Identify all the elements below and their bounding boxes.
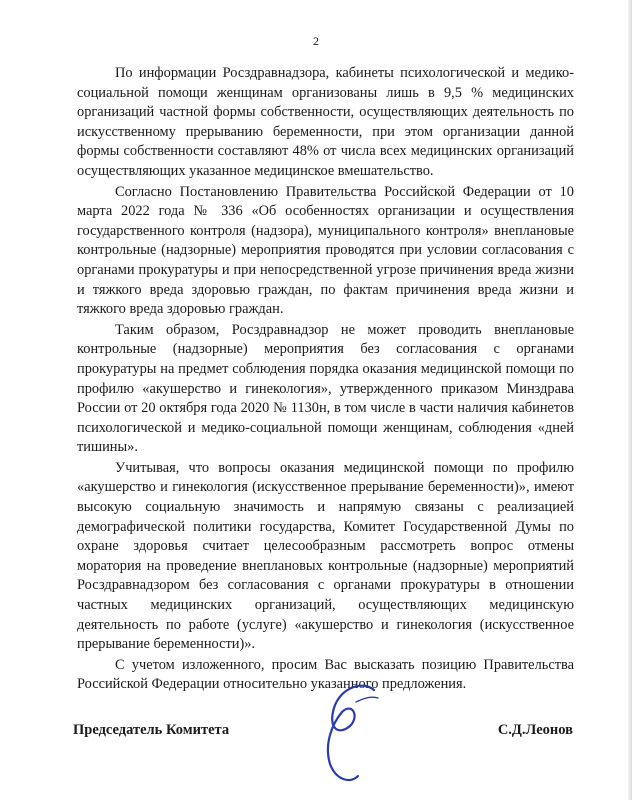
handwritten-signature [312, 672, 392, 792]
signer-name: С.Д.Леонов [497, 722, 573, 738]
paragraph-inspection-statistics: По информации Росздравнадзора, кабинеты психологической и медико-социальной помощи женщинам организованы лишь в 9,5 % медицинских организаций частной формы собственности, осуществляющих деятельность по искусственному прерыванию беременности, при этом организации данной формы собственности составляют 48% от числа всех медицинских организаций осуществляющих указанное медицинское вмешательство. [77, 65, 574, 179]
letter-body [77, 64, 574, 695]
paragraph-request: С учетом изложенного, просим Вас высказать позицию Правительства Российской Федерации относительно указанного предложения. [77, 656, 574, 693]
page-edge-shadow [628, 0, 632, 800]
paragraph-government-decree: Согласно Постановлению Правительства Российской Федерации от 10 марта 2022 года № 336 «Об особенностях организации и осуществления государственного контроля (надзора), муниципального контроля» внеплановые контрольные (надзорные) мероприятия проводятся при условии согласования с органами прокуратуры и при непосредственной угрозе причинения вреда жизни и тяжкого вреда здоровью граждан, по фактам причинения вреда жизни и тяжкого вреда здоровью граждан. [77, 183, 574, 318]
paragraph-inspection-limitation: Таким образом, Росздравнадзор не может проводить внеплановые контрольные (надзорные) мероприятия без согласования с органами прокуратуры на предмет соблюдения порядка оказания медицинской помощи по профилю «акушерство и гинекология», утвержденного приказом Минздрава России от 20 октября года 2020 № 1130н, в том числе в части наличия кабинетов психологической и медико-социальной помощи женщинам, соблюдения «дней тишины». [77, 321, 574, 456]
paragraph-committee-proposal: Учитывая, что вопросы оказания медицинской помощи по профилю «акушерство и гинекология (искусственное прерывание беременности)», имеют высокую социальную значимость и напрямую связаны с реализацией демографической политики государства, Комитет Государственной Думы по охране здоровья считает целесообразным рассмотреть вопрос отмены моратория на проведение внеплановых контрольные (надзорные) мероприятий Росздравнадзором без согласования с органами прокуратуры в отношении частных медицинских организаций, осуществляющих медицинскую деятельность по работе (услуге) «акушерство и гинекология (искусственное прерывание беременности)». [77, 459, 574, 653]
signer-title: Председатель Комитета [73, 722, 230, 738]
page-number: 2 [313, 34, 319, 48]
